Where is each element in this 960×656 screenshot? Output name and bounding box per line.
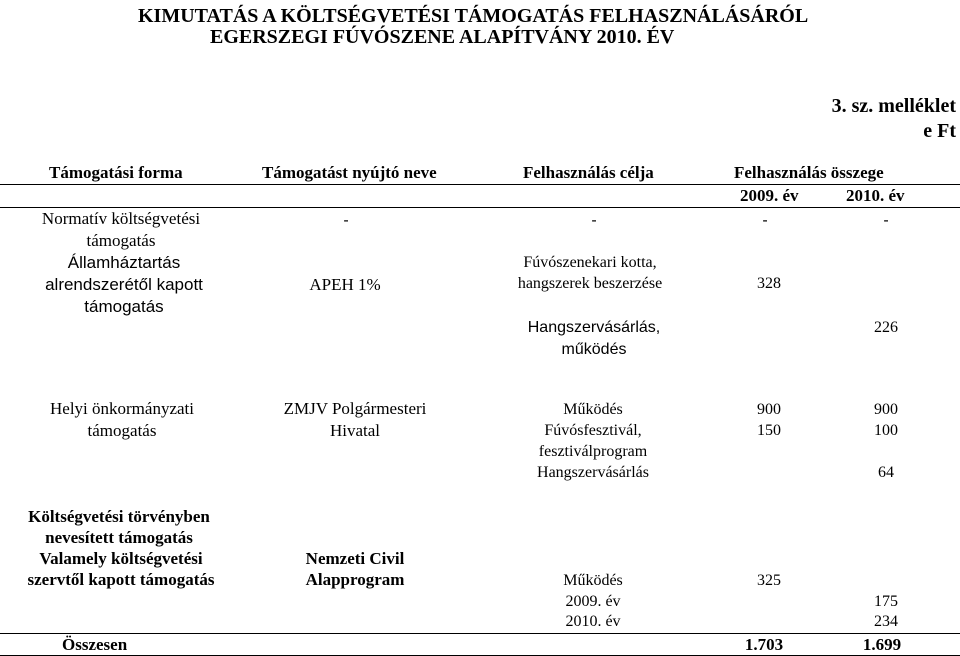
helyi-2010-line2: 100 [874, 422, 898, 439]
valamely-forma-line1: Valamely költségvetési [39, 549, 203, 568]
total-top-border [0, 633, 960, 634]
valamely-nyujto-line1: Nemzeti Civil [305, 549, 405, 568]
normativ-cel: - [591, 212, 597, 229]
helyi-cel-line4: Hangszervásárlás [537, 464, 649, 481]
allam-cel1-2009: 328 [757, 275, 781, 292]
header-nyujto: Támogatást nyújtó neve [262, 163, 437, 182]
total-label: Összesen [62, 635, 128, 654]
allam-forma-line1: Államháztartás [67, 253, 181, 272]
normativ-forma-line1: Normatív költségvetési [41, 209, 201, 228]
helyi-2009-line1: 900 [757, 401, 781, 418]
helyi-2010-line1: 900 [874, 401, 898, 418]
normativ-nyujto: - [343, 212, 349, 229]
valamely-nyujto-line2: Alapprogram [305, 570, 405, 589]
header-cel: Felhasználás célja [523, 163, 654, 182]
valamely-cel-line2: 2009. év [565, 593, 621, 610]
valamely-cel-line3: 2010. év [565, 613, 621, 630]
allam-nyujto: APEH 1% [309, 275, 381, 294]
helyi-2010-line4: 64 [878, 464, 894, 481]
total-2010: 1.699 [862, 635, 902, 654]
normativ-2009: - [762, 212, 768, 229]
page-title-line1: KIMUTATÁS A KÖLTSÉGVETÉSI TÁMOGATÁS FELHASZNÁLÁSÁRÓL [138, 5, 809, 27]
header-osszeg: Felhasználás összege [734, 163, 884, 182]
helyi-cel-line2: Fúvósfesztivál, [544, 422, 642, 439]
page-title-line2: EGERSZEGI FÚVÓSZENE ALAPÍTVÁNY 2010. ÉV [210, 26, 675, 48]
helyi-cel-line1: Működés [563, 401, 623, 418]
valamely-forma-line2: szervtől kapott támogatás [27, 570, 215, 589]
allam-cel1-line1: Fúvószenekari kotta, [523, 254, 657, 271]
torveny-forma-line2: nevesített támogatás [45, 528, 193, 547]
helyi-nyujto-line2: Hivatal [329, 421, 381, 440]
helyi-nyujto-line1: ZMJV Polgármesteri [283, 399, 427, 418]
total-2009: 1.703 [744, 635, 784, 654]
normativ-2010: - [883, 212, 889, 229]
allam-cel1-line2: hangszerek beszerzése [517, 275, 663, 292]
helyi-2009-line2: 150 [757, 422, 781, 439]
annex-label: 3. sz. melléklet [831, 95, 956, 117]
header-year-2009: 2009. év [740, 186, 799, 205]
allam-cel2-line2: működés [561, 341, 627, 358]
helyi-forma-line1: Helyi önkormányzati [50, 399, 194, 418]
helyi-cel-line3: fesztiválprogram [538, 443, 648, 460]
normativ-forma-line2: támogatás [86, 231, 156, 250]
allam-forma-line2: alrendszerétől kapott [45, 275, 203, 294]
helyi-forma-line2: támogatás [87, 421, 157, 440]
allam-forma-line3: támogatás [84, 297, 164, 316]
valamely-cel-line1: Működés [563, 572, 623, 589]
header-forma: Támogatási forma [49, 163, 183, 182]
valamely-2010-line1: 175 [874, 593, 898, 610]
allam-cel2-line1: Hangszervásárlás, [527, 319, 661, 336]
valamely-2010-line2: 234 [874, 613, 898, 630]
header-divider [0, 184, 960, 185]
unit-label: e Ft [923, 120, 956, 142]
torveny-forma-line1: Költségvetési törvényben [28, 507, 210, 526]
header-year-2010: 2010. év [846, 186, 905, 205]
allam-cel2-2010: 226 [874, 319, 898, 336]
valamely-2009: 325 [757, 572, 781, 589]
